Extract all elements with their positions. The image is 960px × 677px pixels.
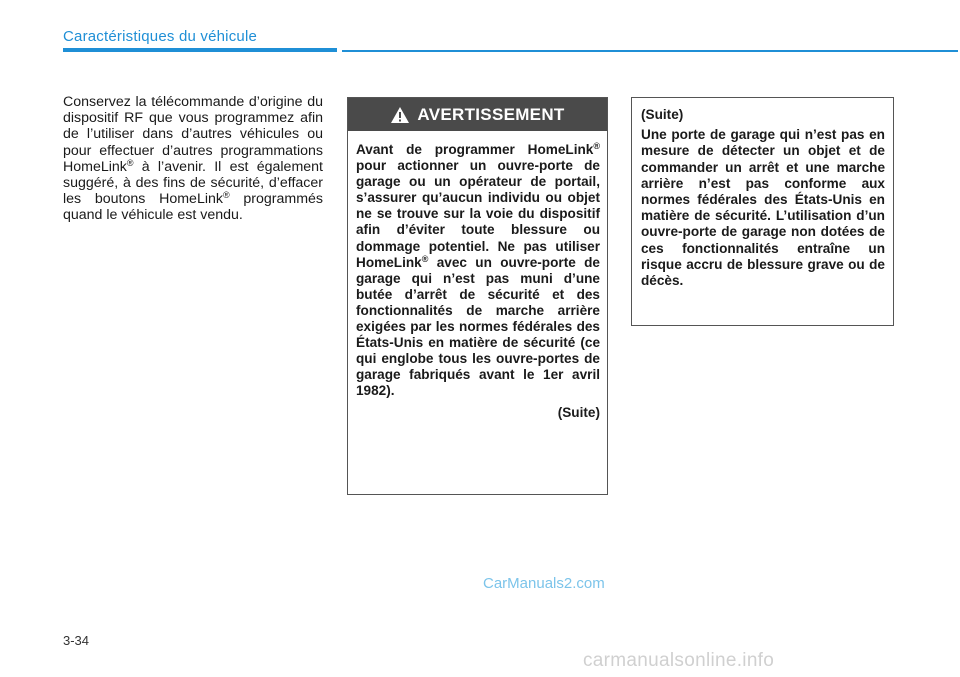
continuation-suite: (Suite) [641, 107, 684, 122]
continuation-text: Une porte de garage qui n’est pas en mesure de détecter un objet et de commander un arrêt et une marche arrière n’est pas conforme aux normes fédérales des États-Unis en matière de sécurité. L’utilisation d’un ouvre-porte de garage non dotées de ces fonctionnalités entraîne un risque accru de blessure grave ou de décès. [641, 127, 885, 289]
registered-mark: ® [593, 141, 600, 151]
warning-body [348, 131, 607, 421]
carmanuals-watermark: CarManuals2.com [483, 575, 605, 592]
header-rule-thin [342, 50, 958, 52]
left-column [63, 94, 323, 224]
warning-triangle-icon [390, 106, 410, 124]
homelink-paragraph: Conservez la télécommande d’origine du dispositif RF que vous programmez afin de l’utiliser dans d’autres véhicules ou pour effectuer d’autres programmations HomeLink® à l’avenir. Il est également suggéré, à des fins de sécurité, d’effacer les boutons HomeLink® programmés quand le véhicule est vendu. [63, 94, 323, 224]
warning-suite: (Suite) [557, 404, 600, 420]
warning-title: AVERTISSEMENT [417, 104, 565, 124]
page-number: 3-34 [63, 633, 90, 648]
section-title: Caractéristiques du véhicule [63, 28, 258, 45]
registered-mark: ® [222, 190, 230, 201]
header-rule-thick [63, 48, 337, 52]
registered-mark: ® [126, 157, 134, 168]
online-watermark: carmanualsonline.info [583, 650, 775, 671]
warning-box [347, 97, 608, 495]
warning-header [348, 98, 607, 131]
warning-text: Avant de programmer HomeLink® pour actionner un ouvre-porte de garage ou un opérateur de portail, s’assurer qu’aucun individu ou objet ne se trouve sur la voie du dispositif afin d’éviter toute blessure ou dommage potentiel. Ne pas utiliser HomeLink® avec un ouvre-porte de garage qui n’est pas muni d’une butée d’arrêt de sécurité et des fonctionnalités de marche arrière exigées par les normes fédérales des États-Unis en matière de sécurité (ce qui englobe tous les ouvre-portes de garage fabriqués avant le 1er avril 1982). [356, 141, 600, 399]
continuation-box [631, 97, 894, 326]
registered-mark: ® [421, 253, 429, 264]
